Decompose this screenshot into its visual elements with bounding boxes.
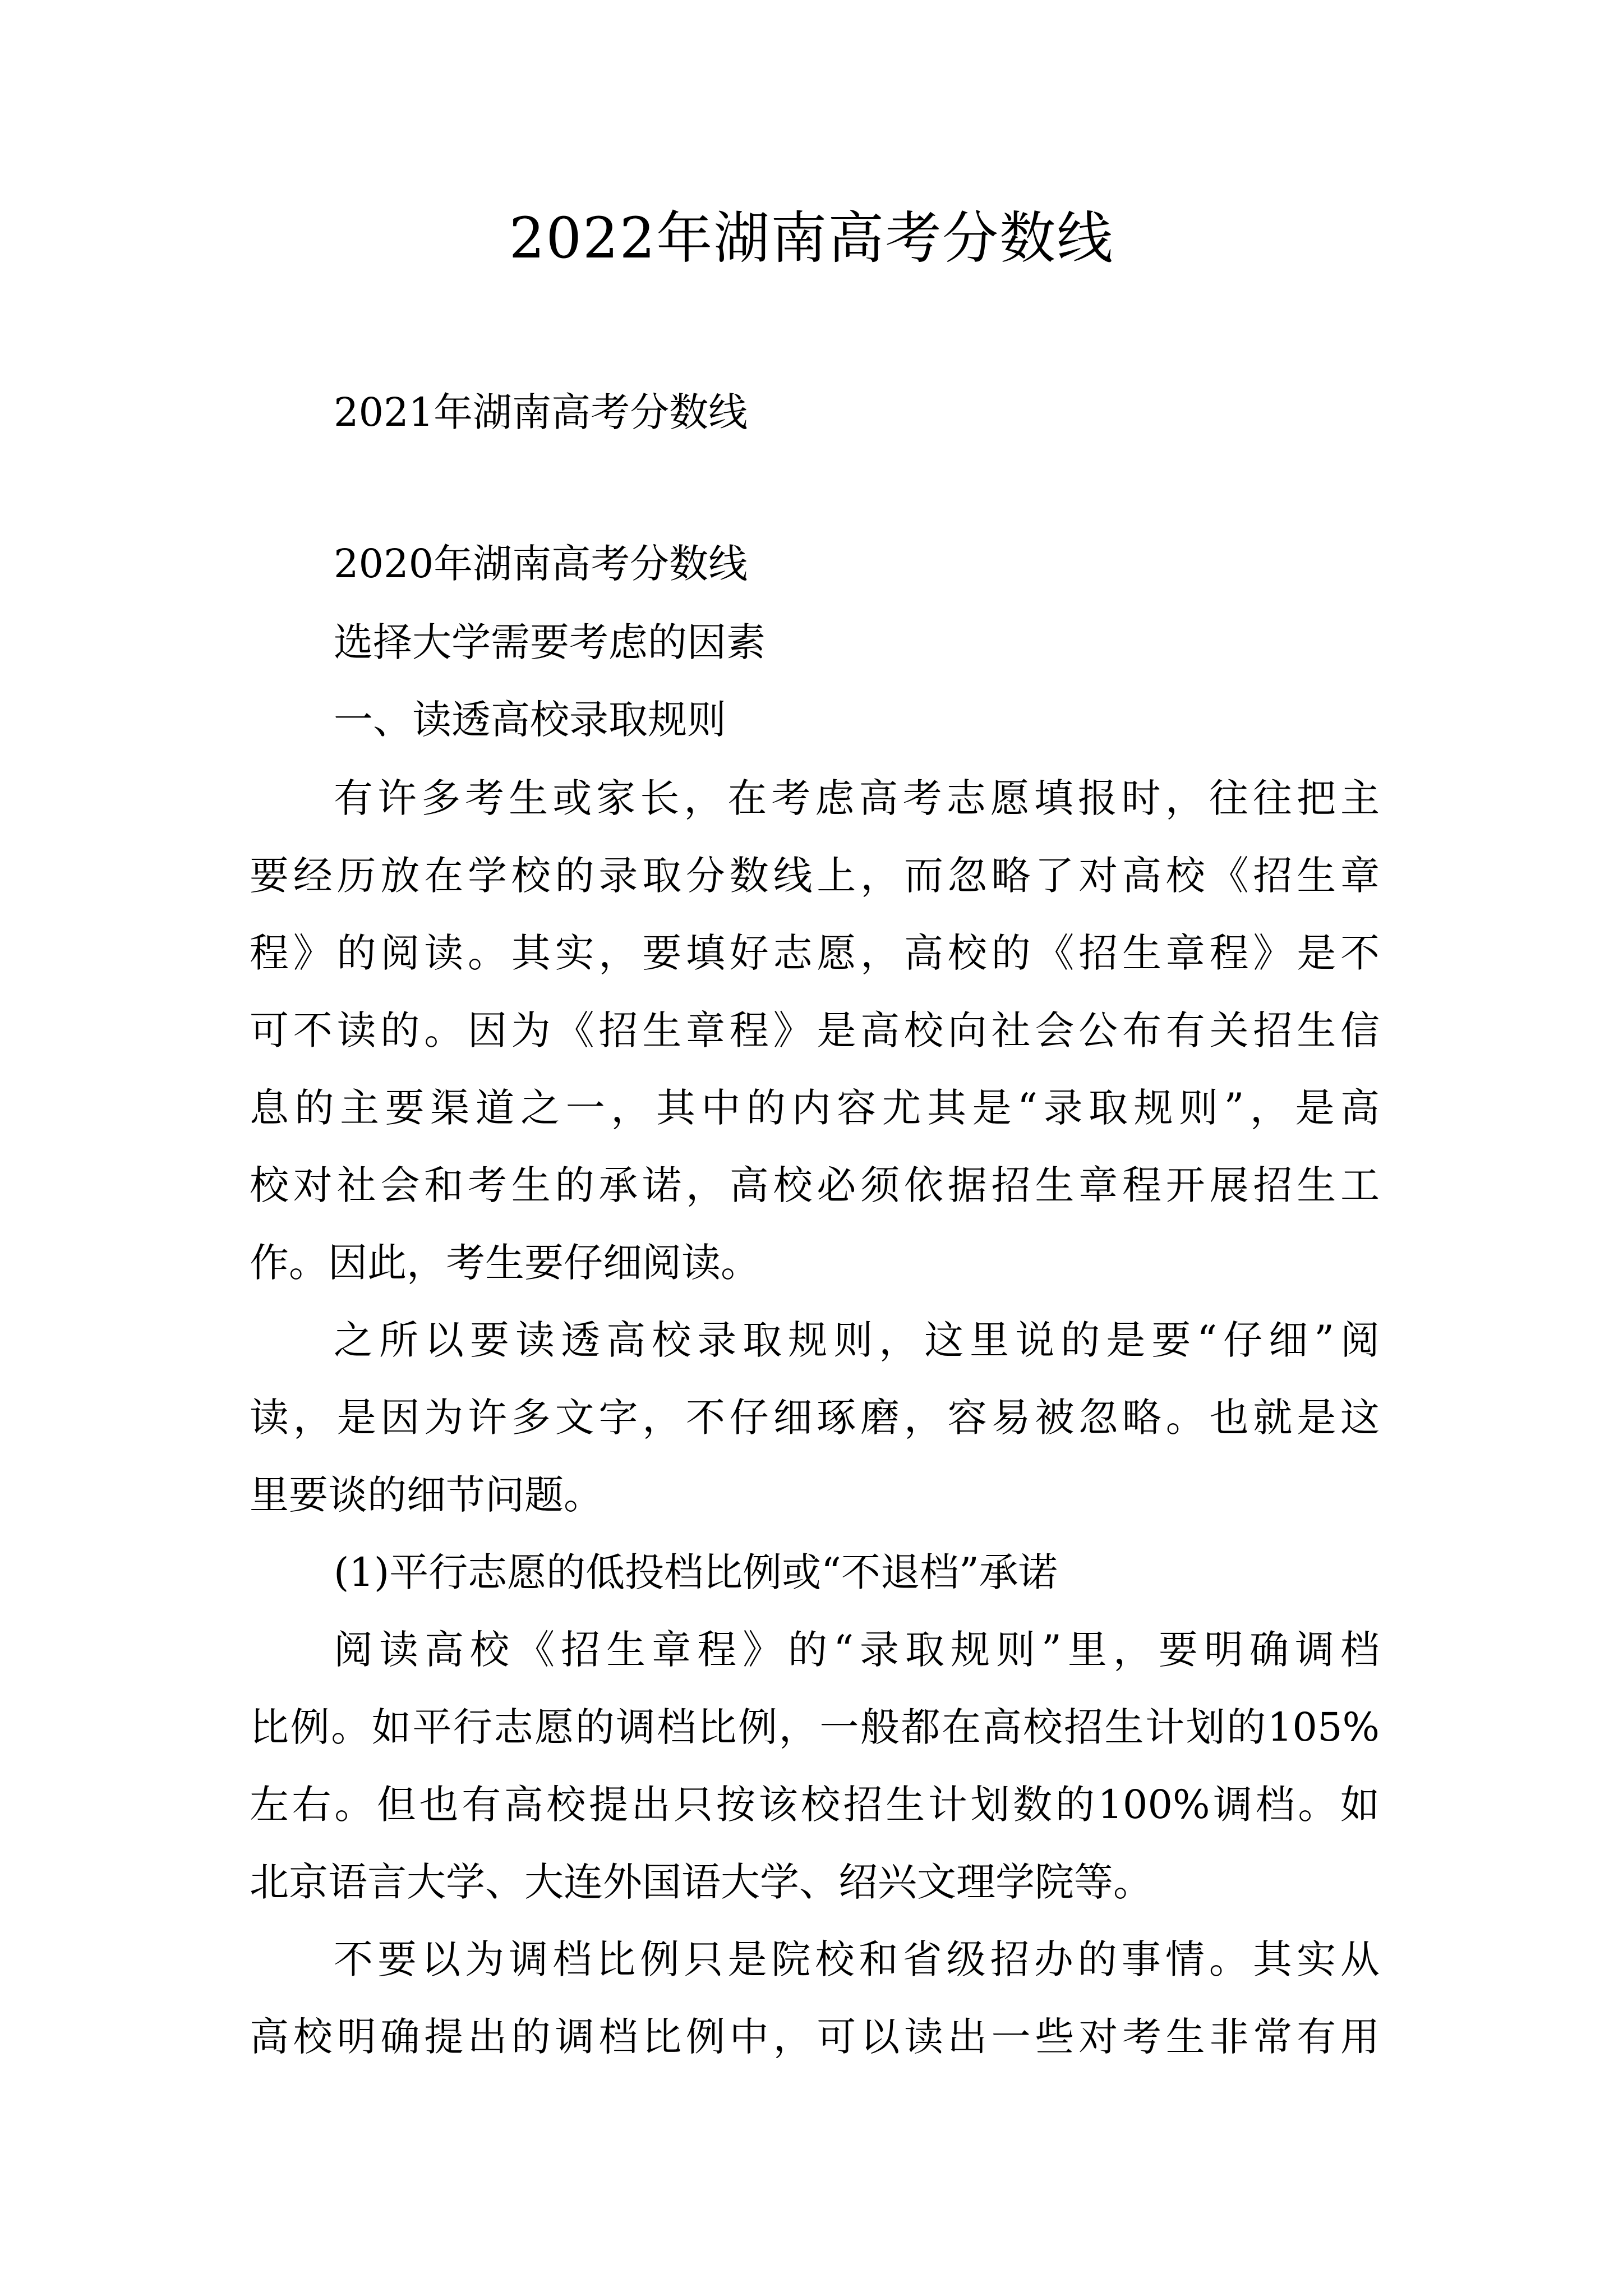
- paragraph-line: 校对社会和考生的承诺，高校必须依据招生章程开展招生工: [250, 1162, 1380, 1208]
- paragraph-line: 左右。但也有高校提出只按该校招生计划数的100%调档。如: [250, 1782, 1380, 1828]
- paragraph-line: 高校明确提出的调档比例中，可以读出一些对考生非常有用: [250, 2014, 1380, 2060]
- heading-2020: 2020年湖南高考分数线: [334, 541, 748, 587]
- heading-factors: 选择大学需要考虑的因素: [334, 619, 766, 665]
- section-heading-1: 一、读透高校录取规则: [334, 697, 726, 743]
- paragraph-line: 要经历放在学校的录取分数线上，而忽略了对高校《招生章: [250, 853, 1380, 899]
- paragraph-line: 息的主要渠道之一，其中的内容尤其是“录取规则”，是高: [250, 1085, 1380, 1131]
- paragraph-line: 有许多考生或家长，在考虑高考志愿填报时，往往把主: [334, 775, 1380, 821]
- paragraph-line: 读，是因为许多文字，不仔细琢磨，容易被忽略。也就是这: [250, 1395, 1380, 1441]
- paragraph-line: 可不读的。因为《招生章程》是高校向社会公布有关招生信: [250, 1007, 1380, 1053]
- paragraph-line: 不要以为调档比例只是院校和省级招办的事情。其实从: [334, 1936, 1380, 1982]
- heading-2021: 2021年湖南高考分数线: [334, 389, 748, 435]
- paragraph-line: 比例。如平行志愿的调档比例，一般都在高校招生计划的105%: [250, 1704, 1380, 1750]
- paragraph-line: 北京语言大学、大连外国语大学、绍兴文理学院等。: [250, 1859, 1152, 1905]
- paragraph-line: 作。因此，考生要仔细阅读。: [250, 1240, 760, 1286]
- subsection-heading: (1)平行志愿的低投档比例或“不退档”承诺: [334, 1549, 1058, 1595]
- paragraph-line: 里要谈的细节问题。: [250, 1472, 603, 1518]
- paragraph-line: 之所以要读透高校录取规则，这里说的是要“仔细”阅: [334, 1317, 1380, 1363]
- paragraph-line: 阅读高校《招生章程》的“录取规则”里，要明确调档: [334, 1627, 1380, 1673]
- document-title: 2022年湖南高考分数线: [509, 205, 1114, 271]
- paragraph-line: 程》的阅读。其实，要填好志愿，高校的《招生章程》是不: [250, 930, 1380, 976]
